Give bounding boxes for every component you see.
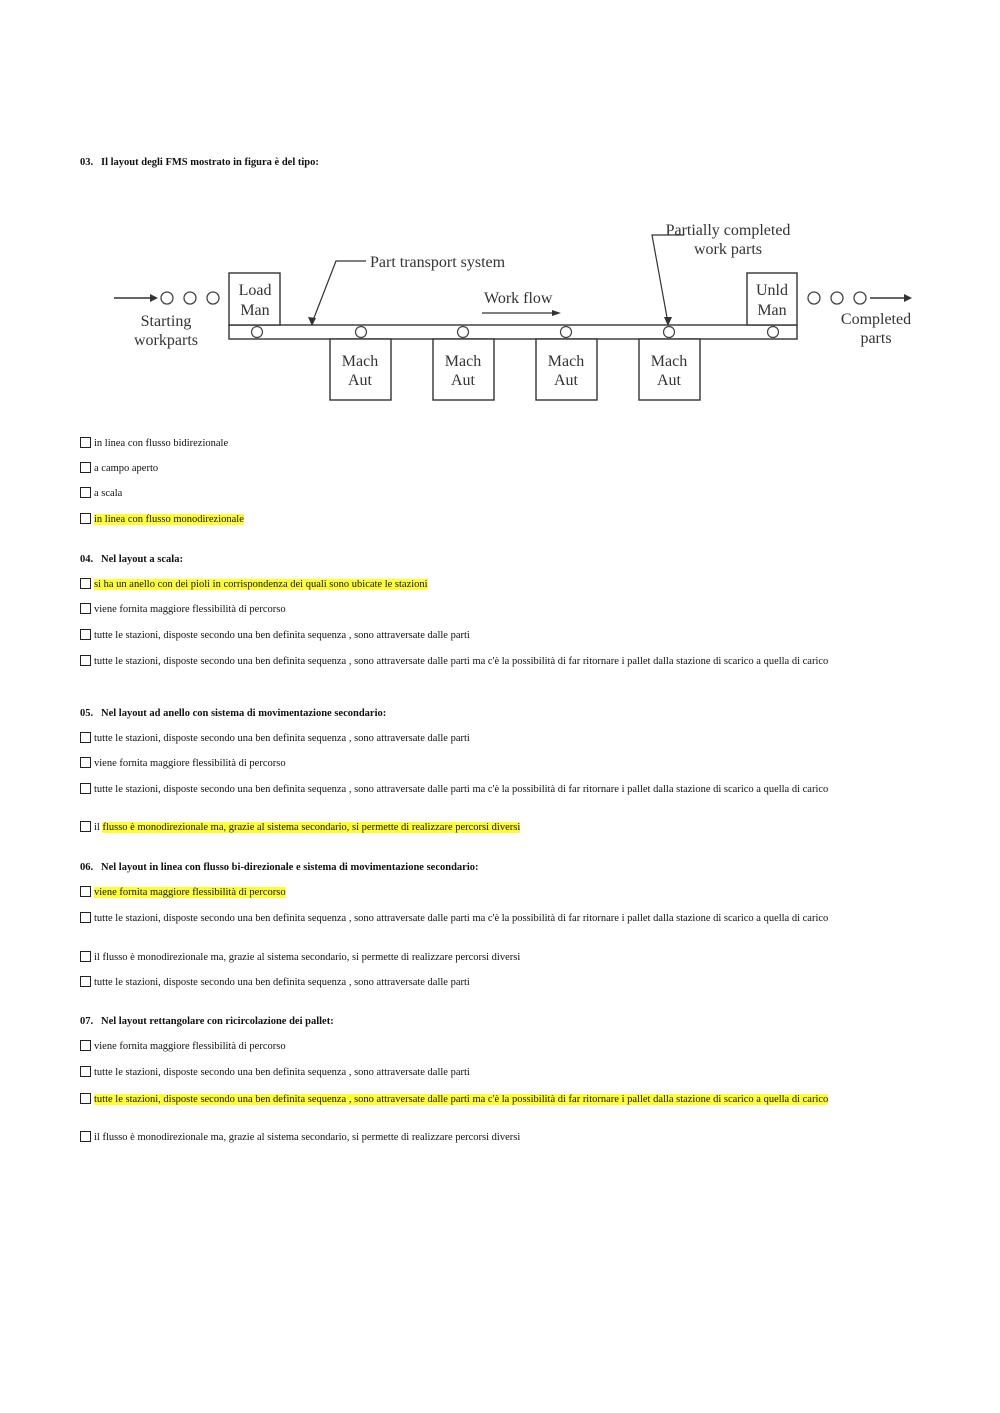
option-text: viene fornita maggiore flessibilità di percorso [94, 758, 286, 769]
transport-line [229, 325, 797, 339]
answer-checkbox[interactable] [80, 487, 91, 498]
option-text: a campo aperto [94, 463, 159, 474]
transport-pointer-line [312, 261, 366, 323]
pallet-circle [252, 327, 263, 338]
option-05-b [80, 757, 900, 770]
question-title-05 [80, 708, 386, 719]
option-text: tutte le stazioni, disposte secondo una ben definita sequenza , sono attraversate dalle parti [94, 733, 470, 744]
input-arrow-head [150, 294, 158, 302]
machine-label-2a: Mach [444, 353, 482, 370]
answer-checkbox[interactable] [80, 437, 91, 448]
answer-checkbox[interactable] [80, 1093, 91, 1104]
answer-checkbox[interactable] [80, 1040, 91, 1051]
completed-label-1: Completed [840, 311, 912, 328]
option-04-b [80, 603, 900, 616]
question-number: 07. [80, 1016, 94, 1027]
answer-checkbox[interactable] [80, 629, 91, 640]
answer-checkbox[interactable] [80, 821, 91, 832]
option-06-b [80, 912, 900, 925]
option-text-highlighted: tutte le stazioni, disposte secondo una ben definita sequenza , sono attraversate dalle parti ma c'è la possibilità di far ritornare i pallet dalla stazione di scarico a quella di carico [94, 1094, 829, 1105]
option-text: viene fornita maggiore flessibilità di percorso [94, 1041, 286, 1052]
answer-checkbox[interactable] [80, 783, 91, 794]
option-text: viene fornita maggiore flessibilità di percorso [94, 604, 286, 615]
option-07-d [80, 1131, 900, 1144]
option-text: tutte le stazioni, disposte secondo una ben definita sequenza , sono attraversate dalle parti ma c'è la possibilità di far ritornare i pallet dalla stazione di scarico a quella di carico [94, 784, 829, 795]
question-number: 05. [80, 708, 94, 719]
machine-label-4b: Aut [657, 372, 681, 389]
pallet-circle [356, 327, 367, 338]
workflow-arrow-head [552, 310, 561, 316]
pallet-circle [664, 327, 675, 338]
question-text: Nel layout a scala: [101, 554, 183, 565]
option-03-b [80, 462, 900, 475]
option-text-highlighted: viene fornita maggiore flessibilità di percorso [94, 887, 286, 898]
machine-label-4a: Mach [650, 353, 688, 370]
part-circle [808, 292, 820, 304]
option-04-c [80, 629, 900, 642]
question-text: Il layout degli FMS mostrato in figura è del tipo: [101, 157, 319, 168]
question-number: 03. [80, 157, 94, 168]
option-06-d [80, 976, 900, 989]
partial-pointer-line [652, 235, 684, 323]
answer-checkbox[interactable] [80, 976, 91, 987]
answer-checkbox[interactable] [80, 886, 91, 897]
option-07-a [80, 1040, 900, 1053]
option-text: tutte le stazioni, disposte secondo una ben definita sequenza , sono attraversate dalle parti [94, 1067, 470, 1078]
part-circle [207, 292, 219, 304]
option-05-a [80, 732, 900, 745]
machine-label-3a: Mach [547, 353, 585, 370]
unload-station-label-2: Man [757, 302, 787, 319]
part-circle [831, 292, 843, 304]
unload-station-label-1: Unld [756, 282, 788, 299]
transport-system-label: Part transport system [370, 254, 506, 271]
partial-label-1: Partially completed [665, 222, 791, 239]
option-text-highlighted: in linea con flusso monodirezionale [94, 514, 244, 525]
starting-label-1: Starting [140, 313, 192, 330]
option-text: tutte le stazioni, disposte secondo una ben definita sequenza , sono attraversate dalle parti ma c'è la possibilità di far ritornare i pallet dalla stazione di scarico a quella di carico [94, 656, 829, 667]
output-arrow-head [904, 294, 912, 302]
option-text: tutte le stazioni, disposte secondo una ben definita sequenza , sono attraversate dalle parti [94, 977, 470, 988]
answer-checkbox[interactable] [80, 912, 91, 923]
option-04-a [80, 578, 900, 591]
answer-checkbox[interactable] [80, 655, 91, 666]
pallet-circle [561, 327, 572, 338]
machine-label-1b: Aut [348, 372, 372, 389]
answer-checkbox[interactable] [80, 732, 91, 743]
answer-checkbox[interactable] [80, 603, 91, 614]
option-06-a [80, 886, 900, 899]
part-circle [854, 292, 866, 304]
option-text: in linea con flusso bidirezionale [94, 438, 229, 449]
option-03-d [80, 513, 900, 526]
option-text: tutte le stazioni, disposte secondo una ben definita sequenza , sono attraversate dalle parti ma c'è la possibilità di far ritornare i pallet dalla stazione di scarico a quella di carico [94, 913, 829, 924]
question-number: 04. [80, 554, 94, 565]
machine-label-3b: Aut [554, 372, 578, 389]
answer-checkbox[interactable] [80, 578, 91, 589]
completed-label-2: parts [860, 330, 892, 347]
load-station-label-2: Man [240, 302, 270, 319]
option-text: il flusso è monodirezionale ma, grazie al sistema secondario, si permette di realizzare percorsi diversi [94, 952, 521, 963]
question-number: 06. [80, 862, 94, 873]
part-circle [184, 292, 196, 304]
option-text: il flusso è monodirezionale ma, grazie al sistema secondario, si permette di realizzare percorsi diversi [94, 1132, 521, 1143]
answer-checkbox[interactable] [80, 513, 91, 524]
option-06-c [80, 951, 900, 964]
pallet-circle [458, 327, 469, 338]
machine-label-1a: Mach [341, 353, 379, 370]
question-text: Nel layout ad anello con sistema di movimentazione secondario: [101, 708, 387, 719]
answer-checkbox[interactable] [80, 1131, 91, 1142]
option-text: a scala [94, 488, 123, 499]
option-03-a [80, 437, 900, 450]
workflow-label: Work flow [484, 290, 553, 307]
option-07-b [80, 1066, 900, 1079]
starting-label-2: workparts [134, 332, 198, 349]
option-04-d [80, 655, 900, 668]
option-text: tutte le stazioni, disposte secondo una ben definita sequenza , sono attraversate dalle parti [94, 630, 470, 641]
partial-label-2: work parts [694, 241, 762, 258]
option-05-c [80, 783, 900, 796]
fms-layout-figure [100, 195, 935, 435]
answer-checkbox[interactable] [80, 1066, 91, 1077]
option-text-prefix: il [94, 822, 103, 833]
option-05-d [80, 821, 900, 834]
pallet-circle [768, 327, 779, 338]
fms-inline-diagram [100, 195, 935, 435]
load-station-label-1: Load [238, 282, 272, 299]
question-title-06 [80, 862, 479, 873]
machine-label-2b: Aut [451, 372, 475, 389]
part-circle [161, 292, 173, 304]
question-title-04 [80, 554, 183, 565]
question-title-07 [80, 1016, 334, 1027]
answer-checkbox[interactable] [80, 757, 91, 768]
answer-checkbox[interactable] [80, 462, 91, 473]
option-03-c [80, 487, 900, 500]
question-text: Nel layout in linea con flusso bi-direzionale e sistema di movimentazione secondario: [101, 862, 479, 873]
option-text-highlighted: si ha un anello con dei pioli in corrispondenza dei quali sono ubicate le stazioni [94, 579, 428, 590]
question-title-03 [80, 157, 319, 168]
question-text: Nel layout rettangolare con ricircolazione dei pallet: [101, 1016, 334, 1027]
answer-checkbox[interactable] [80, 951, 91, 962]
option-07-c [80, 1093, 900, 1106]
option-text-highlighted: flusso è monodirezionale ma, grazie al sistema secondario, si permette di realizzare percorsi diversi [102, 822, 521, 833]
